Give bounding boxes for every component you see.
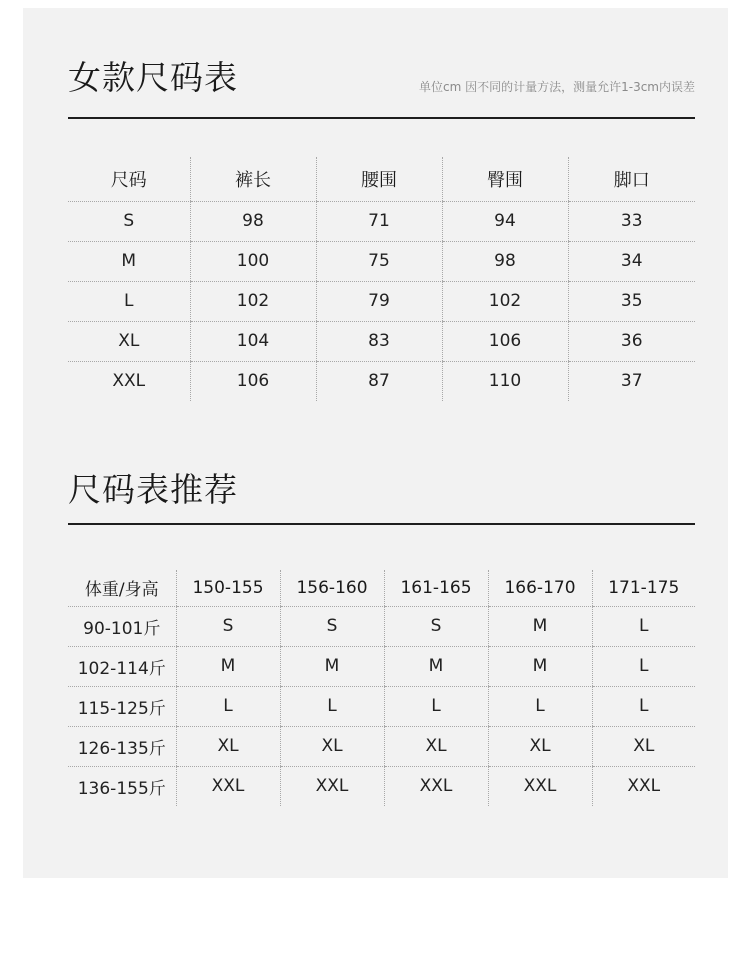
table-cell: L: [592, 646, 695, 686]
table-cell: 36: [568, 321, 695, 361]
table-cell: XXL: [384, 766, 488, 806]
table-row: [68, 726, 695, 766]
table-row: [68, 241, 695, 281]
row-header-cell: S: [68, 201, 190, 241]
table-cell: L: [592, 686, 695, 726]
table-cell: L: [592, 606, 695, 646]
table-cell: 102: [190, 281, 316, 321]
size-chart-divider: [68, 117, 695, 119]
row-header-cell: M: [68, 241, 190, 281]
table-cell: M: [488, 606, 592, 646]
recommendation-divider: [68, 523, 695, 525]
table-row: [68, 646, 695, 686]
table-cell: L: [384, 686, 488, 726]
size-chart-title: 女款尺码表: [68, 58, 238, 97]
table-cell: 34: [568, 241, 695, 281]
table-cell: 104: [190, 321, 316, 361]
row-header-cell: L: [68, 281, 190, 321]
table-cell: S: [280, 606, 384, 646]
table-cell: M: [280, 646, 384, 686]
row-header-cell: 126-135斤: [68, 726, 176, 766]
column-header: 166-170: [488, 570, 592, 606]
table-cell: 71: [316, 201, 442, 241]
table-cell: L: [488, 686, 592, 726]
row-header-cell: XXL: [112, 371, 146, 392]
table-row: [68, 686, 695, 726]
column-header: 裤长: [190, 157, 316, 201]
table-row: [68, 281, 695, 321]
column-header: 体重/身高: [68, 570, 176, 606]
table-row: [68, 766, 695, 806]
measurement-note: 单位cm 因不同的计量方法，测量允许1-3cm内误差: [419, 80, 695, 94]
size-chart-table: [68, 157, 695, 401]
table-cell: XL: [488, 726, 592, 766]
table-cell: S: [176, 606, 280, 646]
column-header: 臀围: [442, 157, 568, 201]
table-cell: 75: [316, 241, 442, 281]
table-cell: M: [176, 646, 280, 686]
table-cell: 79: [316, 281, 442, 321]
recommendation-table: [68, 570, 695, 806]
table-cell: S: [384, 606, 488, 646]
column-header: 150-155: [176, 570, 280, 606]
table-cell: 94: [442, 201, 568, 241]
table-cell: XXL: [280, 766, 384, 806]
table-cell: 106: [190, 361, 316, 401]
table-cell: 106: [442, 321, 568, 361]
recommendation-header-row: [68, 570, 695, 606]
table-cell: XL: [592, 726, 695, 766]
table-cell: XL: [176, 726, 280, 766]
table-row: [68, 606, 695, 646]
table-cell: L: [280, 686, 384, 726]
column-header: 脚口: [568, 157, 695, 201]
table-row: [68, 201, 695, 241]
table-cell: M: [384, 646, 488, 686]
table-cell: 33: [568, 201, 695, 241]
table-cell: 37: [568, 361, 695, 401]
row-header-cell: 136-155斤: [77, 778, 166, 799]
row-header-cell: 90-101斤: [68, 606, 176, 646]
column-header: 161-165: [384, 570, 488, 606]
table-cell: L: [176, 686, 280, 726]
table-cell: 83: [316, 321, 442, 361]
table-cell: 98: [442, 241, 568, 281]
table-cell: 102: [442, 281, 568, 321]
column-header: 171-175: [592, 570, 695, 606]
column-header: 尺码: [68, 157, 190, 201]
row-header-cell: 115-125斤: [68, 686, 176, 726]
table-row: [68, 361, 695, 401]
table-cell: 87: [316, 361, 442, 401]
table-row: [68, 321, 695, 361]
size-chart-header-row: [68, 157, 695, 201]
table-cell: 35: [568, 281, 695, 321]
table-cell: XXL: [488, 766, 592, 806]
table-cell: M: [488, 646, 592, 686]
recommendation-title: 尺码表推荐: [68, 470, 238, 509]
table-cell: XL: [384, 726, 488, 766]
row-header-cell: 102-114斤: [68, 646, 176, 686]
table-cell: 110: [442, 361, 568, 401]
table-cell: 98: [190, 201, 316, 241]
table-cell: XXL: [176, 766, 280, 806]
row-header-cell: XL: [68, 321, 190, 361]
table-cell: XL: [280, 726, 384, 766]
table-cell: XXL: [592, 766, 695, 806]
table-cell: 100: [190, 241, 316, 281]
column-header: 156-160: [280, 570, 384, 606]
column-header: 腰围: [316, 157, 442, 201]
